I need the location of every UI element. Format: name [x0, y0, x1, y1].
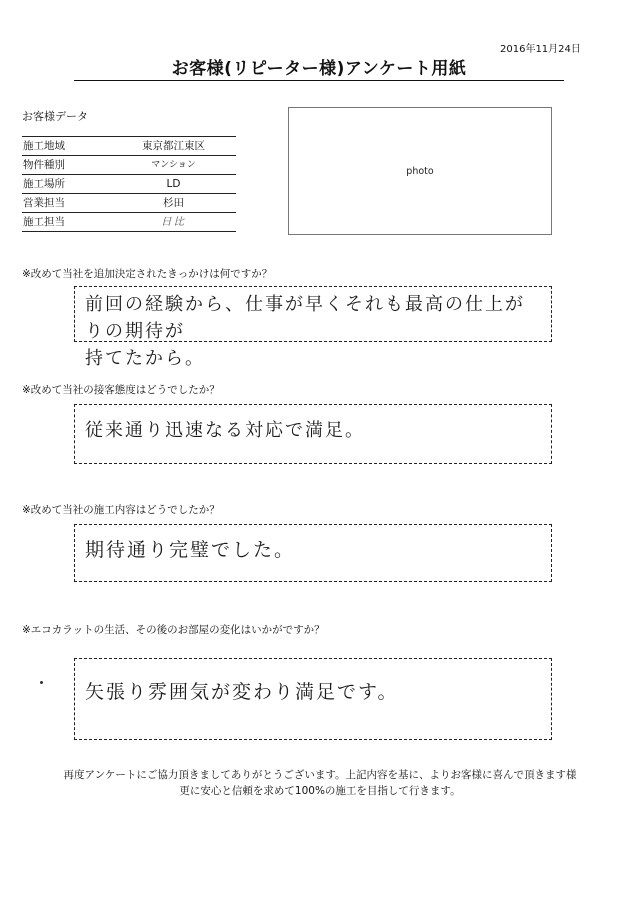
question-3: ※改めて当社の施工内容はどうでしたか？: [22, 504, 220, 516]
title-underline: [74, 80, 564, 81]
row-value: マンション: [151, 160, 196, 170]
footer-line-2: 更に安心と信頼を求めて100%の施工を目指して行きます。: [179, 785, 461, 797]
row-key: 営業担当: [23, 197, 65, 209]
customer-row-installer: [22, 213, 236, 232]
row-value: 杉田: [163, 197, 184, 209]
row-key: 物件種別: [23, 159, 65, 171]
question-2: ※改めて当社の接客態度はどうでしたか？: [22, 384, 220, 396]
row-key: 施工地域: [23, 140, 65, 152]
answer-1-line-1: 前回の経験から、仕事が早くそれも最高の仕上がりの期待が: [85, 294, 525, 342]
row-key: 施工場所: [23, 178, 65, 190]
customer-data-heading: お客様データ: [22, 110, 88, 123]
answer-box-4: [74, 658, 552, 740]
answer-box-2: [74, 404, 552, 464]
customer-row-area: [22, 137, 236, 156]
answer-2-line-1: 従来通り迅速なる対応で満足。: [85, 420, 365, 441]
answer-3-line-1: 期待通り完璧でした。: [85, 539, 296, 561]
customer-data-table: [22, 136, 236, 232]
customer-row-location: [22, 175, 236, 194]
answer-1-line-2: 持てたから。: [85, 348, 205, 369]
row-value-handwritten: 日比: [161, 216, 186, 228]
question-4: ※エコカラットの生活、その後のお部屋の変化はいかがですか？: [22, 624, 325, 636]
photo-label: photo: [406, 165, 434, 177]
answer-box-1: [74, 286, 552, 369]
row-key: 施工担当: [23, 216, 65, 228]
answer-4-line-1: 矢張り雰囲気が変わり満足です。: [85, 681, 399, 703]
question-1: ※改めて当社を追加決定されたきっかけは何ですか？: [22, 268, 273, 280]
photo-placeholder: [288, 107, 552, 235]
survey-date: 2016年11月24日: [500, 44, 581, 55]
page-title: お客様(リピーター様)アンケート用紙: [171, 59, 467, 79]
footer-line-1: 再度アンケートにご協力頂きましてありがとうございます。上記内容を基に、よりお客様に喜んで頂きます様: [63, 769, 577, 781]
row-value: 東京都江東区: [142, 140, 205, 152]
ink-dot: [40, 681, 43, 684]
customer-row-sales-rep: [22, 194, 236, 213]
customer-row-property-type: [22, 156, 236, 175]
row-value: LD: [166, 178, 181, 190]
answer-box-3: [74, 524, 552, 582]
